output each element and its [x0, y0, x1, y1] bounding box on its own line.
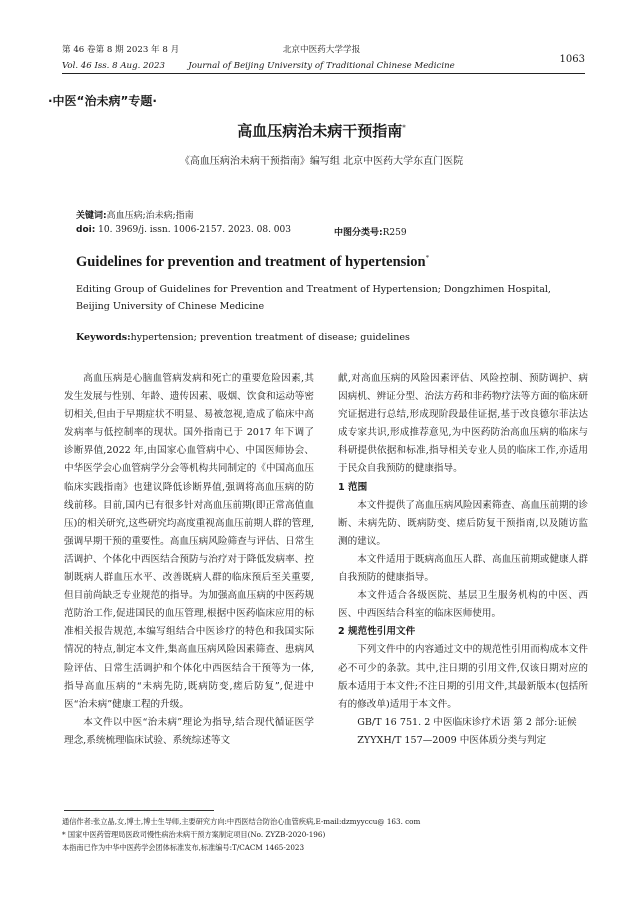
doi-value: 10. 3969/j. issn. 1006-2157. 2023. 08. 003 [95, 225, 291, 235]
keywords-zh-value: 高血压病;治未病;指南 [106, 211, 194, 221]
body-paragraph: 本文件以中医“治未病”理论为指导,结合现代循证医学理念,系统梳理临床试验、系统综述等文 [64, 716, 314, 746]
header-journal [0, 42, 643, 74]
footnote-line: * 国家中医药管理局医政司慢性病治未病干预方案制定项目(No. ZYZB-2020-196) [62, 830, 326, 839]
keywords-en-label: Keywords: [76, 332, 131, 343]
body-paragraph: 下列文件中的内容通过文中的规范性引用而构成本文件必不可少的条款。其中,注日期的引用文件,仅该日期对应的版本适用于本文件;不注日期的引用文件,其最新版本(包括所有的修改单)适用于本文件。 [338, 644, 588, 710]
section-heading: 1 范围 [338, 481, 368, 493]
footnote-rule [64, 810, 214, 811]
keywords-en-value: hypertension; prevention treatment of disease; guidelines [130, 332, 410, 343]
author-en: Editing Group of Guidelines for Prevention and Treatment of Hypertension; Dongzhimen Hospital, Beijing University of Chinese Medicine [76, 284, 551, 312]
standard-reference: GB/T 16 751. 2 中医临床诊疗术语 第 2 部分:证候 [357, 716, 577, 728]
header-journal-en: Journal of Beijing University of Traditional Chinese Medicine [188, 61, 455, 71]
doi-label: doi: [76, 225, 96, 235]
keywords-zh-label: 关键词: [76, 211, 107, 221]
title-zh [0, 120, 643, 141]
classification-label: 中图分类号: [334, 228, 383, 238]
classification-value: R259 [382, 228, 407, 238]
body-paragraph: 本文件提供了高血压病风险因素筛查、高血压前期的诊断、未病先防、既病防变、瘥后防复干预指南,以及随访监测的建议。 [338, 499, 588, 547]
header-rule [62, 73, 585, 74]
footnotes [62, 815, 420, 854]
body-column-left [64, 370, 314, 750]
body-paragraph: 献,对高血压病的风险因素评估、风险控制、预防调护、病因病机、辨证分型、治法方药和非药物疗法等方面的临床研究证据进行总结,形成现阶段最佳证据,基于改良德尔菲法达成专家共识,形成推荐意见,为中医药防治高血压病的临床与科研提供依据和标准,指导相关专业人员的临床工作,亦适用于民众自我预防的健康指导。 [338, 373, 588, 475]
title-zh-mark: * [402, 124, 406, 132]
body-paragraph: 高血压病是心脑血管病发病和死亡的重要危险因素,其发生发展与性别、年龄、遗传因素、吸烟、饮食和运动等密切相关,但由于早期症状不明显、易被忽视,造成了临床中高发病率与低控制率的现状。国外指南已于 2017 年下调了诊断界值,2022 年,由国家心血管病中心、中国医师协会、中华医学会心血管病学分会等机构共同制定的《中国高血压临床实践指南》也建议降低诊断界值,强调将高血压病的防线前移。目前,国内已有很多针对高血压前期(即正常高值血压)的相关研究,这些研究均高度重视高血压前期人群的管理,强调早期干预的重要性。高血压病风险筛查与评估、日常生活调护、个体化中西医结合预防与治疗对于降低发病率、控制既病人群血压水平、改善既病人群的临床预后至关重要,但目前尚缺乏专业规范的指导。为加强高血压病的中医药规范防治工作,促进国民的血压管理,根据中医药临床应用的标准相关报告规范,本编写组结合中医诊疗的特色和我国实际情况的特点,制定本文件,集高血压病风险因素筛查、患病风险评估、日常生活调护和个体化中西医结合干预等为一体,指导高血压病的“未病先防,既病防变,瘥后防复”,促进中医“治未病”健康工程的升级。 [64, 373, 314, 710]
footnote-line: 本指南已作为中华中医药学会团体标准发布,标准编号:T/CACM 1465-2023 [62, 843, 305, 852]
title-zh-text: 高血压病治未病干预指南 [237, 122, 403, 140]
footnote-line: 通信作者:张立晶,女,博士,博士生导师,主要研究方向:中西医结合防治心血管疾病,E-mail:dzmyyccu@ 163. com [62, 817, 421, 826]
header-issue-en: Vol. 46 Iss. 8 Aug. 2023 [62, 61, 165, 71]
body-paragraph: 本文件适用于既病高血压人群、高血压前期或健康人群自我预防的健康指导。 [338, 553, 588, 584]
body-column-right [338, 370, 588, 750]
author-zh: 《高血压病治未病干预指南》编写组 北京中医药大学东直门医院 [179, 156, 464, 167]
body-paragraph: 本文件适合各级医院、基层卫生服务机构的中医、西医、中西医结合科室的临床医师使用。 [338, 590, 588, 620]
standard-reference: ZYYXH/T 157—2009 中医体质分类与判定 [357, 734, 547, 746]
title-en [76, 254, 429, 271]
header-journal-zh: 北京中医药大学学报 [282, 45, 361, 55]
title-en-text: Guidelines for prevention and treatment of hypertension [76, 254, 426, 270]
header-issue-zh: 第 46 卷第 8 期 2023 年 8 月 [62, 45, 180, 55]
keywords-zh [76, 208, 194, 221]
page-number: 1063 [559, 54, 585, 65]
keywords-en [76, 332, 410, 343]
section-heading: 2 规范性引用文件 [338, 626, 416, 638]
title-en-mark: * [425, 254, 430, 263]
section-tag: ·中医“治未病”专题· [48, 94, 157, 108]
doi-row [76, 225, 576, 238]
classification [334, 225, 407, 238]
